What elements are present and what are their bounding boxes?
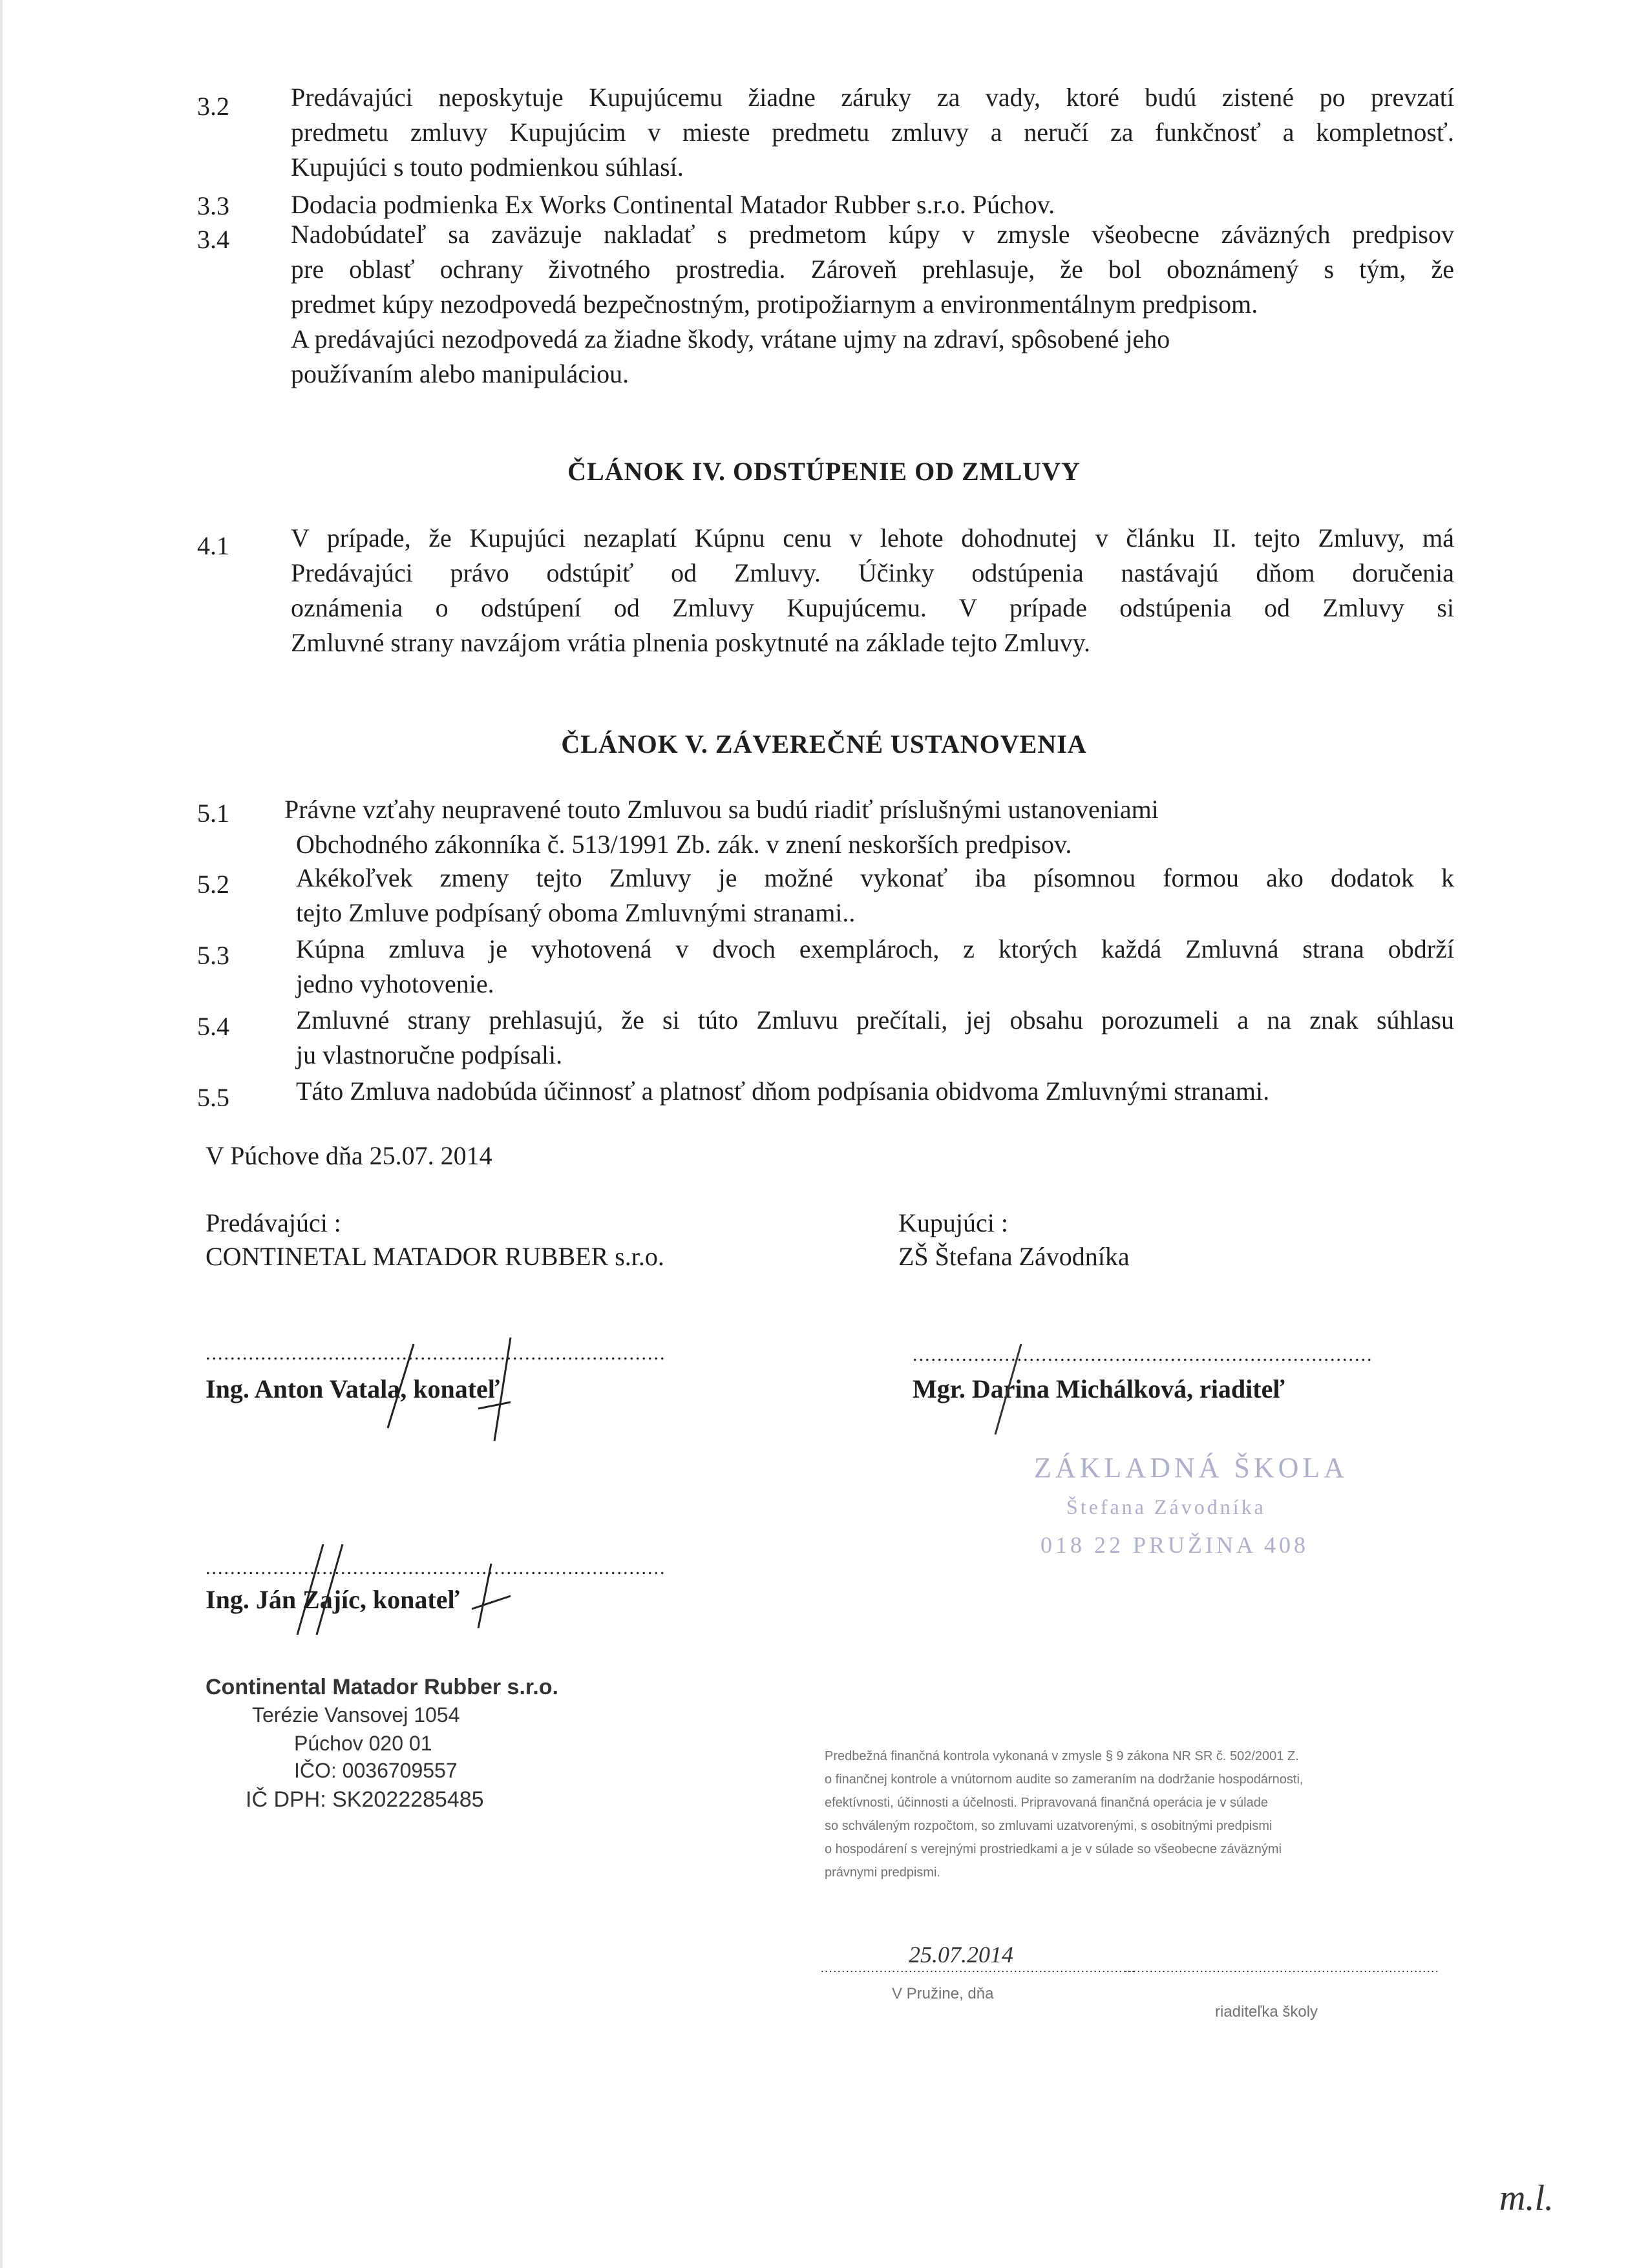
clause-line: tejto Zmluve podpísaný oboma Zmluvnými stranami.. [296, 898, 856, 927]
page-initials: m.l. [1499, 2178, 1554, 2218]
clause-number: 5.3 [197, 941, 229, 970]
school-stamp-line: Štefana Závodníka [1066, 1495, 1266, 1518]
note-line: o hospodárení s verejnými prostriedkami a je v súlade so všeobecne záväznými [825, 1842, 1282, 1856]
clause-line: Právne vzťahy neupravené touto Zmluvou sa budú riadiť príslušnými ustanoveniami [284, 795, 1159, 824]
clause-5-3 [296, 932, 1454, 1002]
clause-line: ju vlastnoručne podpísali. [296, 1040, 563, 1069]
clause-3-2 [291, 80, 1454, 185]
clause-line: oznámenia o odstúpení od Zmluvy Kupujúcemu. V prípade odstúpenia od Zmluvy si [291, 593, 1454, 622]
financial-control-note [825, 1745, 1406, 1884]
buyer-signatory: Mgr. Darina Michálková, riaditeľ [913, 1374, 1285, 1403]
clause-number: 5.1 [197, 799, 229, 828]
dotted-line: ........................................................................... [1125, 1962, 1440, 1975]
seller-stamp-line: Terézie Vansovej 1054 [252, 1703, 460, 1727]
clause-number: 5.2 [197, 870, 229, 899]
clause-line: predmetu zmluvy Kupujúcim v mieste predmetu zmluvy a neručí za funkčnosť a kompletnosť. [291, 118, 1454, 147]
seller-stamp-line: Continental Matador Rubber s.r.o. [206, 1675, 558, 1699]
clause-line: Akékoľvek zmeny tejto Zmluvy je možné vykonať iba písomnou formou ako dodatok k [296, 863, 1454, 892]
signature-mark [278, 1538, 523, 1641]
clause-number: 3.4 [197, 225, 229, 254]
dotted-line: ........................................................................... [821, 1962, 1136, 1975]
place-date: V Púchove dňa 25.07. 2014 [206, 1141, 492, 1170]
clause-4-1 [291, 521, 1454, 660]
note-line: efektívnosti, účinnosti a účelnosti. Pripravovaná finančná operácia je v súlade [825, 1796, 1268, 1810]
clause-line: Táto Zmluva nadobúda účinnosť a platnosť dňom podpísania obidvoma Zmluvnými stranami. [296, 1076, 1270, 1106]
buyer-name: ZŠ Štefana Závodníka [898, 1242, 1130, 1271]
clause-line: Nadobúdateľ sa zaväzuje nakladať s predmetom kúpy v zmysle všeobecne záväzných predpisov [291, 220, 1454, 249]
clause-line: používaním alebo manipuláciou. [291, 359, 629, 388]
clause-number: 3.3 [197, 191, 229, 220]
clause-5-5 [296, 1074, 1269, 1109]
clause-5-4 [296, 1003, 1454, 1073]
seller-signatory-2: Ing. Ján Zajíc, konateľ [206, 1585, 460, 1614]
clause-5-1 [284, 792, 1454, 862]
school-stamp-line: 018 22 PRUŽINA 408 [1041, 1532, 1309, 1558]
clause-line: V prípade, že Kupujúci nezaplatí Kúpnu cenu v lehote dohodnutej v článku II. tejto Zmluvy, má [291, 523, 1454, 552]
signature-dotted-line: ........................................................................... [206, 1343, 666, 1364]
signature-mark [362, 1331, 569, 1460]
seller-signatory-1: Ing. Anton Vatala, konateľ [206, 1374, 500, 1403]
note-line: o finančnej kontrole a vnútornom audite so zameraním na dodržanie hospodárnosti, [825, 1772, 1304, 1787]
article-4-heading: ČLÁNOK IV. ODSTÚPENIE OD ZMLUVY [567, 457, 1081, 486]
clause-line: Predávajúci právo odstúpiť od Zmluvy. Účinky odstúpenia nastávajú dňom doručenia [291, 558, 1454, 587]
seller-name: CONTINETAL MATADOR RUBBER s.r.o. [206, 1242, 664, 1271]
clause-line: Obchodného zákonníka č. 513/1991 Zb. zák. v znení neskorších predpisov. [296, 830, 1072, 859]
seller-stamp-line: IČO: 0036709557 [294, 1759, 458, 1782]
clause-line: Zmluvné strany prehlasujú, že si túto Zmluvu prečítali, jej obsahu porozumeli a na znak súhlasu [296, 1005, 1454, 1034]
signature-dotted-line: ........................................................................... [206, 1557, 666, 1579]
article-5-heading: ČLÁNOK V. ZÁVEREČNÉ USTANOVENIA [561, 730, 1087, 759]
clause-line: Zmluvné strany navzájom vrátia plnenia poskytnuté na základe tejto Zmluvy. [291, 628, 1091, 657]
seller-stamp-line: IČ DPH: SK2022285485 [246, 1787, 484, 1812]
clause-number: 5.5 [197, 1083, 229, 1112]
clause-line: predmet kúpy nezodpovedá bezpečnostným, protipožiarnym a environmentálnym predpisom. [291, 289, 1258, 319]
note-line: právnymi predpismi. [825, 1865, 940, 1880]
note-line: so schváleným rozpočtom, so zmluvami uzatvorenými, s osobitnými predpismi [825, 1819, 1273, 1833]
clause-line: Predávajúci neposkytuje Kupujúcemu žiadne záruky za vady, ktoré budú zistené po prevzatí [291, 83, 1454, 112]
scan-edge [0, 0, 3, 2268]
clause-number: 5.4 [197, 1012, 229, 1041]
control-place-label: V Pružine, dňa [892, 1985, 994, 2002]
clause-line: Kúpna zmluva je vyhotovená v dvoch exemplároch, z ktorých každá Zmluvná strana obdrží [296, 934, 1454, 963]
control-date: 25.07.2014 [909, 1942, 1013, 1968]
clause-line: jedno vyhotovenie. [296, 969, 494, 998]
clause-line: pre oblasť ochrany životného prostredia. Zároveň prehlasuje, že bol oboznámený s tým, že [291, 255, 1454, 284]
clause-3-4 [291, 217, 1454, 392]
seller-stamp-line: Púchov 020 01 [294, 1732, 432, 1755]
note-line: Predbežná finančná kontrola vykonaná v zmysle § 9 zákona NR SR č. 502/2001 Z. [825, 1749, 1299, 1763]
clause-5-2 [296, 861, 1454, 930]
clause-line: Dodacia podmienka Ex Works Continental Matador Rubber s.r.o. Púchov. [291, 190, 1055, 219]
school-stamp-line: ZÁKLADNÁ ŠKOLA [1034, 1452, 1349, 1484]
seller-label: Predávajúci : [206, 1208, 341, 1237]
clause-number: 4.1 [197, 531, 229, 560]
buyer-label: Kupujúci : [898, 1208, 1008, 1237]
signature-dotted-line: ........................................................................... [913, 1344, 1373, 1365]
clause-line: Kupujúci s touto podmienkou súhlasí. [291, 152, 684, 182]
signature-mark [956, 1338, 1034, 1441]
clause-number: 3.2 [197, 92, 229, 121]
control-role-label: riaditeľka školy [1215, 2003, 1318, 2021]
clause-line: A predávajúci nezodpovedá za žiadne škody, vrátane ujmy na zdraví, spôsobené jeho [291, 324, 1170, 353]
